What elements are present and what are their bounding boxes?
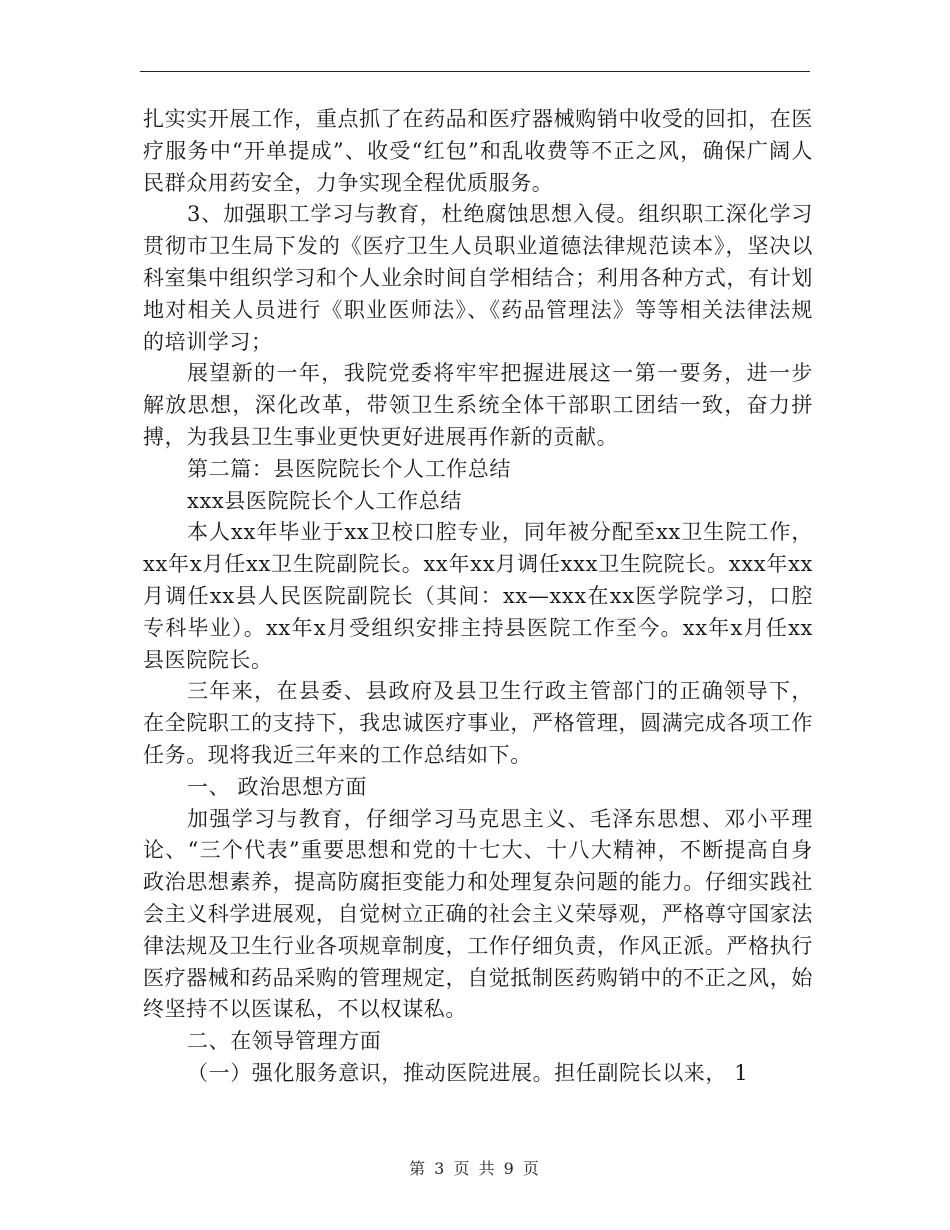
paragraph-service: （一）强化服务意识，推动医院进展。担任副院长以来， 1 bbox=[187, 1060, 749, 1085]
heading-political: 一、 政治思想方面 bbox=[187, 774, 368, 799]
document-title: xxx县医院院长个人工作总结 bbox=[187, 488, 462, 513]
page-number: 第 3 页 共 9 页 bbox=[409, 1159, 541, 1178]
paragraph-summary-intro: 三年来，在县委、县政府及县卫生行政主管部门的正确领导下，在全院职工的支持下，我忠诚医疗事业，严格管理，圆满完成各项工作任务。现将我近三年来的工作总结如下。 bbox=[143, 679, 813, 767]
header-rule bbox=[140, 71, 810, 72]
paragraph-3: 展望新的一年，我院党委将牢牢把握进展这一第一要务，进一步解放思想，深化改革，带领卫生系统全体干部职工团结一致，奋力拼搏，为我县卫生事业更快更好进展再作新的贡献。 bbox=[143, 361, 813, 449]
paragraph-bio: 本人xx年毕业于xx卫校口腔专业，同年被分配至xx卫生院工作，xx年x月任xx卫生院副院长。xx年xx月调任xxx卫生院院长。xxx年xx月调任xx县人民医院副院长（其间：xx—xxx在xx医学院学习，口腔专科毕业）。xx年x月受组织安排主持县医院工作至今。xx年x月任xx县医院院长。 bbox=[143, 520, 813, 672]
paragraph-2: 3、加强职工学习与教育，杜绝腐蚀思想入侵。组织职工深化学习贯彻市卫生局下发的《医疗卫生人员职业道德法律规范读本》，坚决以科室集中组织学习和个人业余时间自学相结合；利用各种方式，有计划地对相关人员进行《职业医师法》、《药品管理法》等等相关法律法规的培训学习； bbox=[143, 202, 813, 354]
section-title: 第二篇：县医院院长个人工作总结 bbox=[187, 456, 511, 481]
heading-leadership: 二、在领导管理方面 bbox=[187, 1029, 382, 1054]
paragraph-political: 加强学习与教育，仔细学习马克思主义、毛泽东思想、邓小平理论、“三个代表”重要思想和党的十七大、十八大精神，不断提高自身政治思想素养，提高防腐拒变能力和处理复杂问题的能力。仔细实践社会主义科学进展观，自觉树立正确的社会主义荣辱观，严格尊守国家法律法规及卫生行业各项规章制度，工作仔细负责，作风正派。严格执行医疗器械和药品采购的管理规定，自觉抵制医药购销中的不正之风，始终坚持不以医谋私，不以权谋私。 bbox=[143, 806, 813, 1022]
document-body bbox=[143, 104, 813, 1090]
paragraph-1: 扎实实开展工作，重点抓了在药品和医疗器械购销中收受的回扣，在医疗服务中“开单提成”、收受“红包”和乱收费等不正之风，确保广阔人民群众用药安全，力争实现全程优质服务。 bbox=[143, 107, 813, 195]
